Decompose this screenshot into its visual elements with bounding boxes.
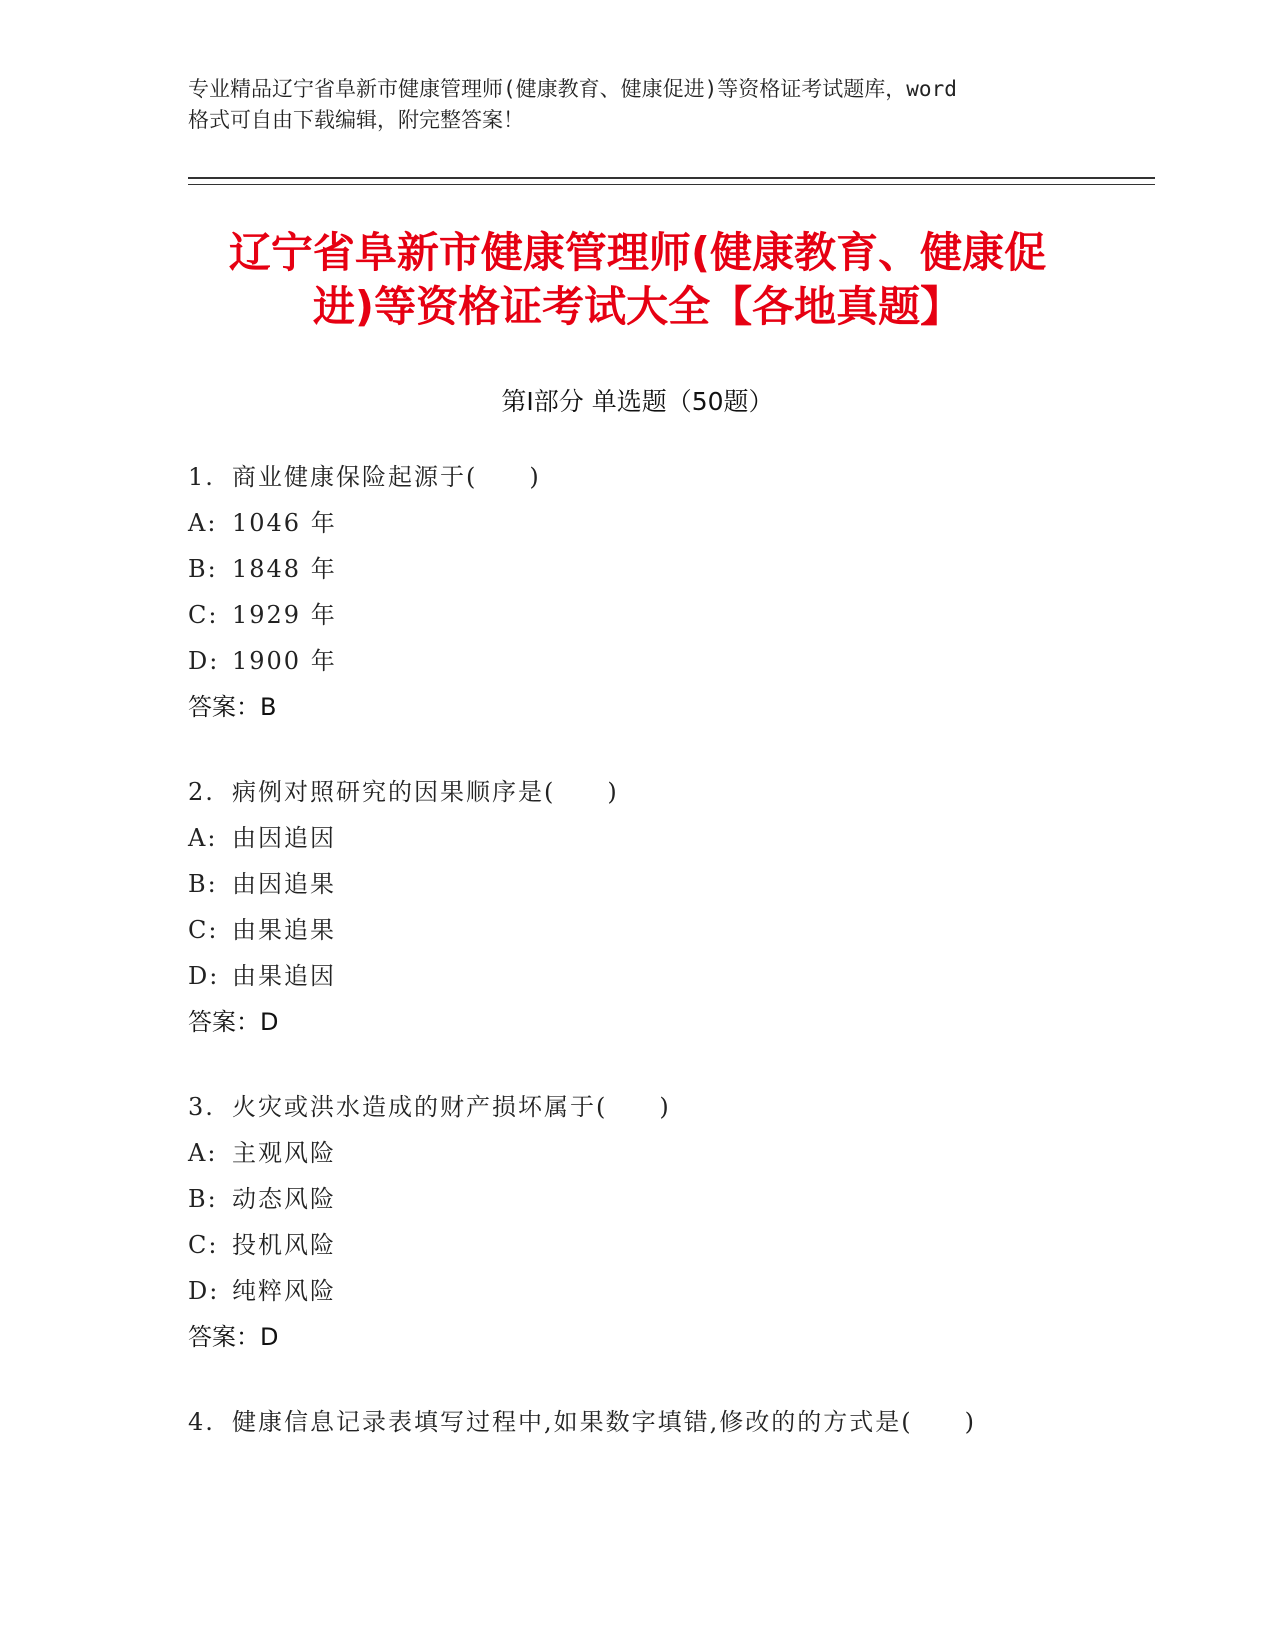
option-text: 由因追果 xyxy=(232,870,336,898)
option-d xyxy=(188,953,1088,999)
option-key: B: xyxy=(188,870,218,898)
question-text: 健康信息记录表填写过程中,如果数字填错,修改的的方式是( ) xyxy=(232,1408,976,1436)
option-key: A: xyxy=(188,824,218,852)
option-text: 动态风险 xyxy=(232,1185,336,1213)
header-note-line-1: 专业精品辽宁省阜新市健康管理师(健康教育、健康促进)等资格证考试题库，word xyxy=(188,77,957,101)
answer-line xyxy=(188,684,1088,730)
question-text: 火灾或洪水造成的财产损坏属于( ) xyxy=(232,1093,671,1121)
option-a xyxy=(188,815,1088,861)
option-text: 由果追因 xyxy=(232,962,336,990)
question-text: 商业健康保险起源于( ) xyxy=(232,463,541,491)
option-d xyxy=(188,1268,1088,1314)
option-key: A: xyxy=(188,509,218,537)
option-text: 1848 年 xyxy=(232,555,337,583)
option-text: 1900 年 xyxy=(232,647,337,675)
document-title-line-2: 进)等资格证考试大全【各地真题】 xyxy=(312,282,963,331)
option-c xyxy=(188,1222,1088,1268)
question-stem xyxy=(188,769,1088,815)
answer-value: B xyxy=(260,693,277,721)
option-text: 1929 年 xyxy=(232,601,337,629)
question-2 xyxy=(188,769,1088,1045)
option-c xyxy=(188,592,1088,638)
header-note-line-2: 格式可自由下载编辑，附完整答案！ xyxy=(188,108,524,132)
option-d xyxy=(188,638,1088,684)
option-key: C: xyxy=(188,601,219,629)
answer-value: D xyxy=(260,1008,279,1036)
option-key: C: xyxy=(188,916,219,944)
option-key: B: xyxy=(188,1185,218,1213)
option-c xyxy=(188,907,1088,953)
option-b xyxy=(188,546,1088,592)
option-key: C: xyxy=(188,1231,219,1259)
question-number: 3. xyxy=(188,1093,215,1121)
option-key: D: xyxy=(188,962,220,990)
question-text: 病例对照研究的因果顺序是( ) xyxy=(232,778,619,806)
header-note xyxy=(188,74,1088,136)
question-stem xyxy=(188,454,1088,500)
answer-label: 答案： xyxy=(188,1323,260,1351)
section-heading: 第Ⅰ部分 单选题（50题） xyxy=(501,387,774,416)
option-text: 纯粹风险 xyxy=(232,1277,336,1305)
option-key: B: xyxy=(188,555,218,583)
question-4 xyxy=(188,1399,1088,1445)
answer-line xyxy=(188,999,1088,1045)
header-divider-thin xyxy=(188,184,1155,185)
answer-line xyxy=(188,1314,1088,1360)
document-title xyxy=(160,226,1115,334)
option-text: 由因追因 xyxy=(232,824,336,852)
header-divider-thick xyxy=(188,177,1155,179)
option-text: 由果追果 xyxy=(232,916,336,944)
question-number: 4. xyxy=(188,1408,215,1436)
answer-label: 答案： xyxy=(188,693,260,721)
option-b xyxy=(188,1176,1088,1222)
option-text: 投机风险 xyxy=(232,1231,336,1259)
document-title-line-1: 辽宁省阜新市健康管理师(健康教育、健康促 xyxy=(228,228,1047,277)
question-stem xyxy=(188,1399,1088,1445)
option-key: A: xyxy=(188,1139,218,1167)
option-key: D: xyxy=(188,1277,220,1305)
option-text: 1046 年 xyxy=(232,509,337,537)
question-number: 1. xyxy=(188,463,215,491)
answer-value: D xyxy=(260,1323,279,1351)
question-number: 2. xyxy=(188,778,215,806)
question-stem xyxy=(188,1084,1088,1130)
question-3 xyxy=(188,1084,1088,1360)
option-a xyxy=(188,500,1088,546)
answer-label: 答案： xyxy=(188,1008,260,1036)
option-text: 主观风险 xyxy=(232,1139,336,1167)
option-key: D: xyxy=(188,647,220,675)
question-1 xyxy=(188,454,1088,730)
option-b xyxy=(188,861,1088,907)
option-a xyxy=(188,1130,1088,1176)
